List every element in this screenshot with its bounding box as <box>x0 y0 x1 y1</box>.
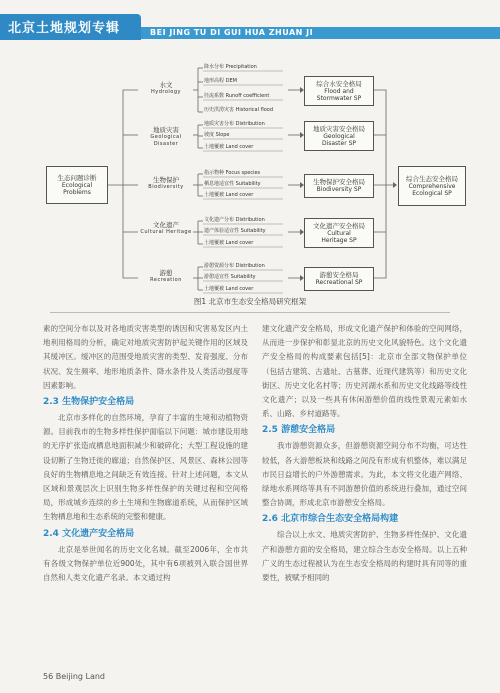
comprehensive-label-en2: Ecological SP <box>412 189 452 197</box>
root-label-en2: Problems <box>63 188 91 196</box>
sp-label-cn: 游憩安全格局 <box>319 271 359 279</box>
root-label-en1: Ecological <box>61 181 93 189</box>
category-label-en: Geological Disaster <box>150 134 182 147</box>
header-title: 北京土地规划专辑 <box>8 21 121 36</box>
sp-label-en1: Biodiversity SP <box>316 186 362 193</box>
category-label-cn: 游憩 <box>159 269 173 277</box>
factor-item: 降水分布 Precipitation <box>204 64 257 70</box>
sp-label-en1: Recreational SP <box>315 279 363 286</box>
factor-item: 地形高程 DEM <box>204 78 237 84</box>
paragraph: 素的空间分布以及对各地质灾害类型的诱因和灾害易发区内土地利用格局的分析，确定对地质灾害防护起关键作用的区域及其缓冲区。缓冲区的范围受地质灾害的类型、发育强度、分布状况、发生频率、地形地质条件、降水条件及人类活动强度等因素影响。 <box>43 324 248 390</box>
sp-label-en2: Heritage SP <box>321 236 357 244</box>
paragraph: 综合以上水文、地质灾害防护、生物多样性保护、文化遗产和游憩方面的安全格局，建立综合生态安全格局。以上五种广义的生态过程被认为在生态安全格局的构建时具有同等的重要性，被赋予相同的 <box>262 530 467 583</box>
sp-label-en2: Disaster SP <box>321 139 357 147</box>
category-label-cn: 文化遗产 <box>153 221 179 229</box>
factor-item: 土地覆被 Land cover <box>204 192 254 198</box>
factor-item: 遗产体验适宜性 Suitability <box>204 228 266 234</box>
section-heading: 2.4 文化遗产安全格局 <box>43 528 135 539</box>
sp-label-en1: Cultural <box>327 229 351 237</box>
comprehensive-sp-box <box>398 166 466 206</box>
factor-item: 地质灾害分布 Distribution <box>204 121 265 127</box>
category-geological-disaster <box>140 127 192 148</box>
sp-box-flood-stormwater <box>304 76 374 106</box>
figure-caption: 图1 北京市生态安全格局研究框架 <box>193 297 307 306</box>
factor-item: 径流系数 Runoff coefficient <box>204 93 270 99</box>
comprehensive-label-cn: 综合生态安全格局 <box>406 174 458 183</box>
paragraph: 建文化遗产安全格局，形成文化遗产保护和体验的空间网络，从而进一步保护和彰显北京的历史文化风貌特色。这个文化遗产安全格局的构成要素包括[5]：北京市全部文物保护单位（包括古建筑、古遗址、古墓葬、近现代建筑等）和历史文化街区、历史文化名村等；历史河湖水系和历史文化线路等线性文化遗产；以及一些具有休闲游憩价值的线性景观元素如水系、山路、乡村道路等。 <box>262 324 467 419</box>
sp-label-en1: Geological <box>323 132 355 140</box>
sp-box-cultural-heritage <box>304 218 374 248</box>
root-box-ecological-problems <box>46 166 108 204</box>
sp-label-cn: 生物保护安全格局 <box>313 178 365 186</box>
category-label-en: Hydrology <box>151 89 181 95</box>
right-column <box>262 322 467 585</box>
sp-label-en1: Flood and <box>324 87 354 95</box>
divider <box>50 312 450 313</box>
category-label-en: Recreation <box>150 277 182 283</box>
category-biodiversity <box>140 177 192 191</box>
category-label-cn: 生物保护 <box>153 176 179 184</box>
comprehensive-label-en1: Comprehensive <box>408 182 456 190</box>
category-label-cn: 地质灾害 <box>153 126 179 134</box>
sp-box-recreational <box>304 267 374 291</box>
section-heading: 2.3 生物保护安全格局 <box>43 397 135 408</box>
sp-box-biodiversity <box>304 174 374 198</box>
left-column <box>43 322 248 585</box>
paragraph: 我市游憩资源众多，但游憩资源空间分布不均衡，可达性较低，各大游憩板块和线路之间没有形成有机整体，难以满足市民日益增长的户外游憩需求。为此，本文将文化遗产网络、绿地水系网络等具有不同游憩价值的系统进行叠加，通过空间整合协调，形成北京市游憩安全格局。 <box>262 441 467 508</box>
factor-item: 土地覆被 Land cover <box>204 286 254 292</box>
journal-name: Beijing Land <box>55 672 106 681</box>
factor-item: 土地覆被 Land cover <box>204 144 254 150</box>
factor-item: 栖息地适宜性 Suitability <box>204 181 261 187</box>
sp-label-cn: 综合水安全格局 <box>316 79 362 88</box>
factor-item: 游憩适宜性 Suitability <box>204 274 256 280</box>
factor-item: 坡度 Slope <box>204 132 230 138</box>
category-label-cn: 水文 <box>159 81 173 89</box>
factor-item: 土地覆被 Land cover <box>204 240 254 246</box>
sp-label-en2: Stormwater SP <box>316 94 362 102</box>
paragraph: 北京是举世闻名的历史文化名城。截至2006年，全市共有各级文物保护单位近900处，其中有6项被列入联合国世界自然和人类文化遗产名录。本文通过构 <box>43 544 248 583</box>
sp-label-cn: 地质灾害安全格局 <box>313 124 365 133</box>
journal-header <box>0 0 500 40</box>
section-heading: 2.6 北京市综合生态安全格局构建 <box>262 514 399 525</box>
category-cultural-heritage <box>140 222 192 236</box>
factor-item: 游憩资源分布 Distribution <box>204 263 265 269</box>
sp-label-cn: 文化遗产安全格局 <box>313 221 365 230</box>
framework-figure <box>38 60 468 300</box>
header-pinyin: BEI JING TU DI GUI HUA ZHUAN JI <box>150 28 314 37</box>
category-label-en: Cultural Heritage <box>140 229 192 235</box>
factor-item: 历史洪涝灾害 Historical flood <box>204 107 274 113</box>
factor-item: 指示物种 Focus species <box>204 170 261 176</box>
root-label-cn: 生态问题诊断 <box>57 173 97 182</box>
category-recreation <box>140 270 192 284</box>
category-label-en: Biodiversity <box>148 184 184 190</box>
sp-box-geological-disaster <box>304 121 374 151</box>
page-number: 56 <box>43 672 54 681</box>
paragraph: 北京市多样化的自然环境，孕育了丰富的生境和动植物资源。目前我市的生物多样性保护面临以下问题：城市建设用地的无序扩张造成栖息地面积减少和破碎化；大型工程设施的建设切断了生物迁徙的廊道；自然保护区、风景区、森林公园等良好的生物栖息地之间缺乏有效连接。针对上述问题，本文从区域和景观层次上识别生物多样性保护的关键过程和空间格局，形成城乡连续的乡土生境和生物廊道系统，从而保护区域生物栖息地和生态系统的完整和健康。 <box>43 413 248 522</box>
section-heading: 2.5 游憩安全格局 <box>262 425 336 436</box>
factor-item: 文化遗产分布 Distribution <box>204 217 265 223</box>
page-footer <box>43 672 105 681</box>
category-hydrology <box>140 82 192 96</box>
